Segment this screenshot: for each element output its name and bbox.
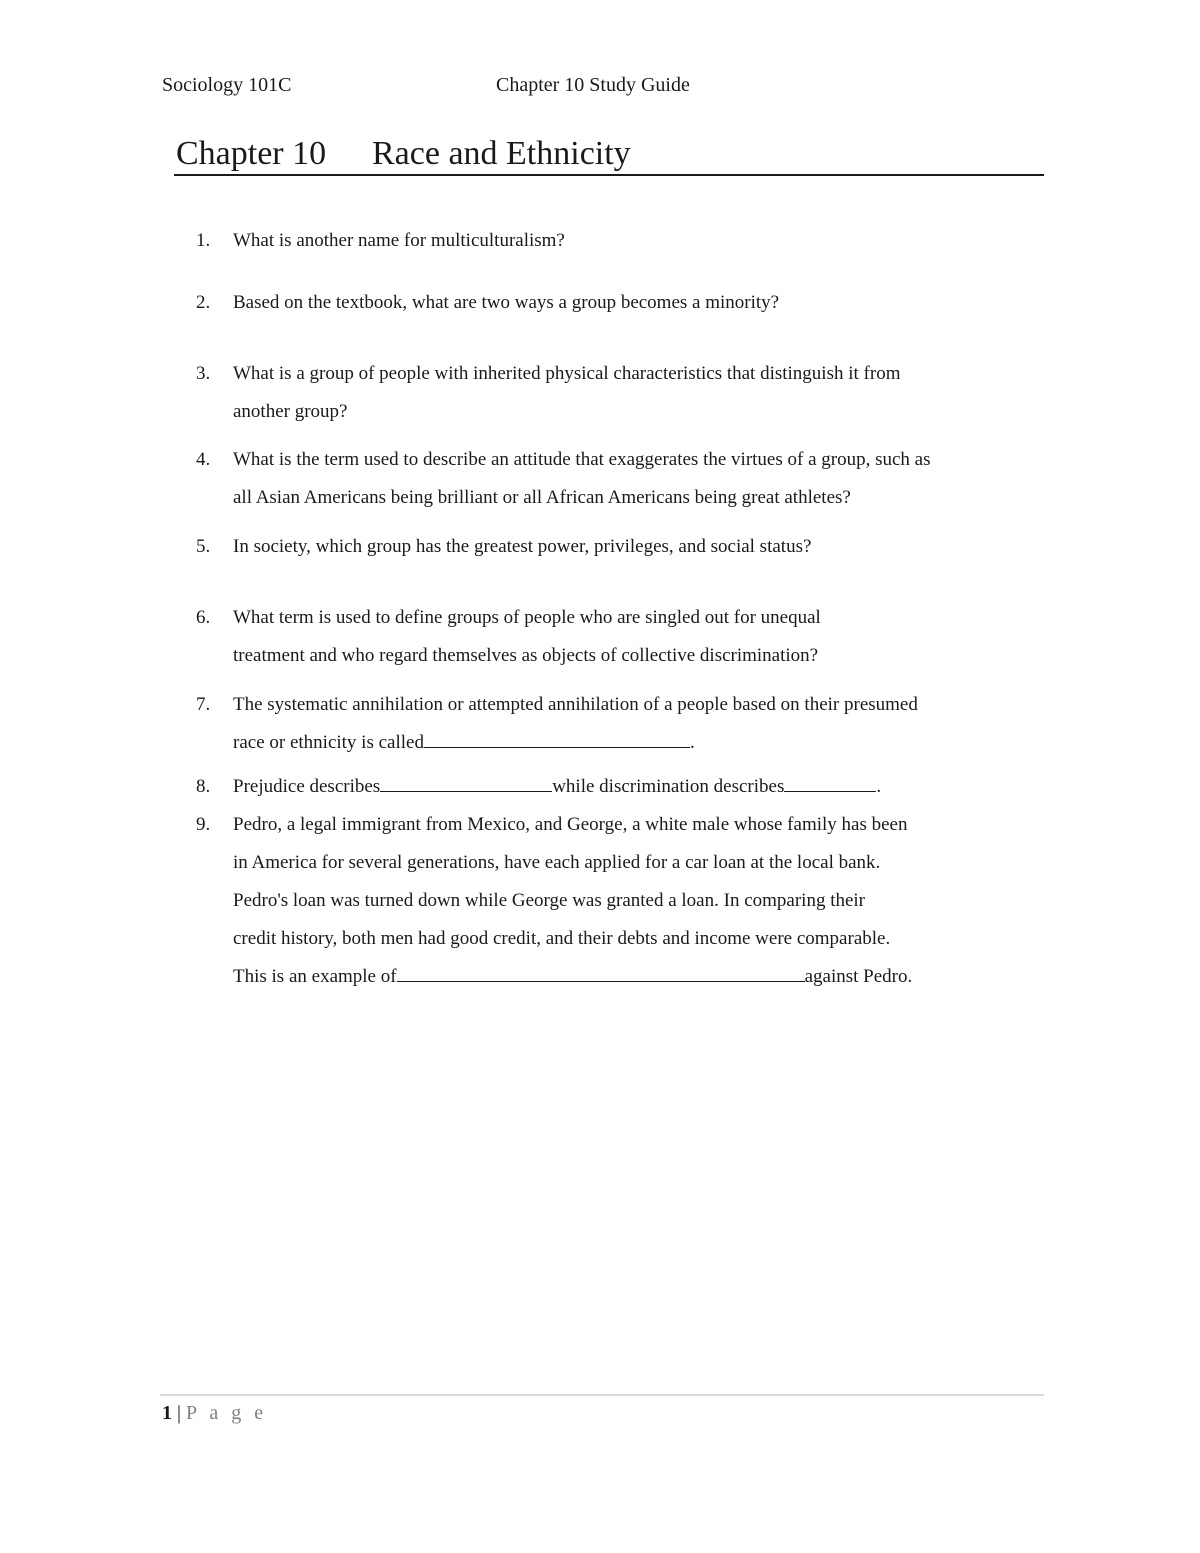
footer-rule: [160, 1394, 1044, 1396]
question-text: What is another name for multiculturalism?: [233, 230, 565, 251]
title-underline: [174, 174, 1044, 176]
question-text: Pedro's loan was turned down while George was granted a loan. In comparing their: [233, 890, 866, 911]
question-text: all Asian Americans being brilliant or all African Americans being great athletes?: [233, 487, 851, 508]
chapter-number: Chapter 10: [176, 135, 327, 172]
question-text: while discrimination describes: [552, 776, 785, 797]
question-text-tail: .: [876, 776, 882, 797]
question-text: This is an example of: [233, 966, 397, 987]
question-text-tail: against Pedro.: [804, 966, 913, 987]
question-text-tail: .: [689, 732, 695, 753]
page-number: 1: [162, 1402, 172, 1424]
page-footer: [162, 1400, 267, 1426]
question-text: Pedro, a legal immigrant from Mexico, and George, a white male whose family has been: [233, 814, 908, 835]
question-number: 4.: [196, 449, 211, 470]
question-text: credit history, both men had good credit, and their debts and income were comparable.: [233, 928, 891, 949]
question-text: What is a group of people with inherited physical characteristics that distinguish it from: [233, 363, 901, 384]
question-number: 1.: [196, 230, 211, 251]
question-text: Based on the textbook, what are two ways a group becomes a minority?: [233, 292, 780, 313]
question-number: 7.: [196, 694, 211, 715]
question-number: 5.: [196, 536, 211, 557]
question-text: race or ethnicity is called: [233, 732, 424, 753]
question-text: What is the term used to describe an attitude that exaggerates the virtues of a group, such as: [233, 449, 931, 470]
answer-blank[interactable]: [380, 773, 552, 792]
question-number: 3.: [196, 363, 211, 384]
question-text: in America for several generations, have each applied for a car loan at the local bank.: [233, 852, 881, 873]
page-word: P a g e: [186, 1402, 268, 1424]
answer-blank[interactable]: [784, 773, 876, 792]
question-number: 8.: [196, 776, 211, 797]
question-text: What term is used to define groups of people who are singled out for unequal: [233, 607, 821, 628]
chapter-title: Race and Ethnicity: [372, 135, 631, 172]
question-text: treatment and who regard themselves as objects of collective discrimination?: [233, 645, 819, 666]
question-text: Prejudice describes: [233, 776, 381, 797]
question-number: 9.: [196, 814, 211, 835]
answer-blank[interactable]: [424, 729, 690, 748]
footer-separator: |: [177, 1402, 182, 1424]
question-text: The systematic annihilation or attempted annihilation of a people based on their presumed: [233, 694, 918, 715]
question-text: another group?: [233, 401, 348, 422]
answer-blank[interactable]: [397, 963, 805, 982]
question-text: In society, which group has the greatest power, privileges, and social status?: [233, 536, 812, 557]
chapter-heading: [176, 134, 631, 174]
header-doc-title: Chapter 10 Study Guide: [496, 74, 690, 96]
question-number: 2.: [196, 292, 211, 313]
header-course: Sociology 101C: [162, 74, 292, 96]
question-number: 6.: [196, 607, 211, 628]
